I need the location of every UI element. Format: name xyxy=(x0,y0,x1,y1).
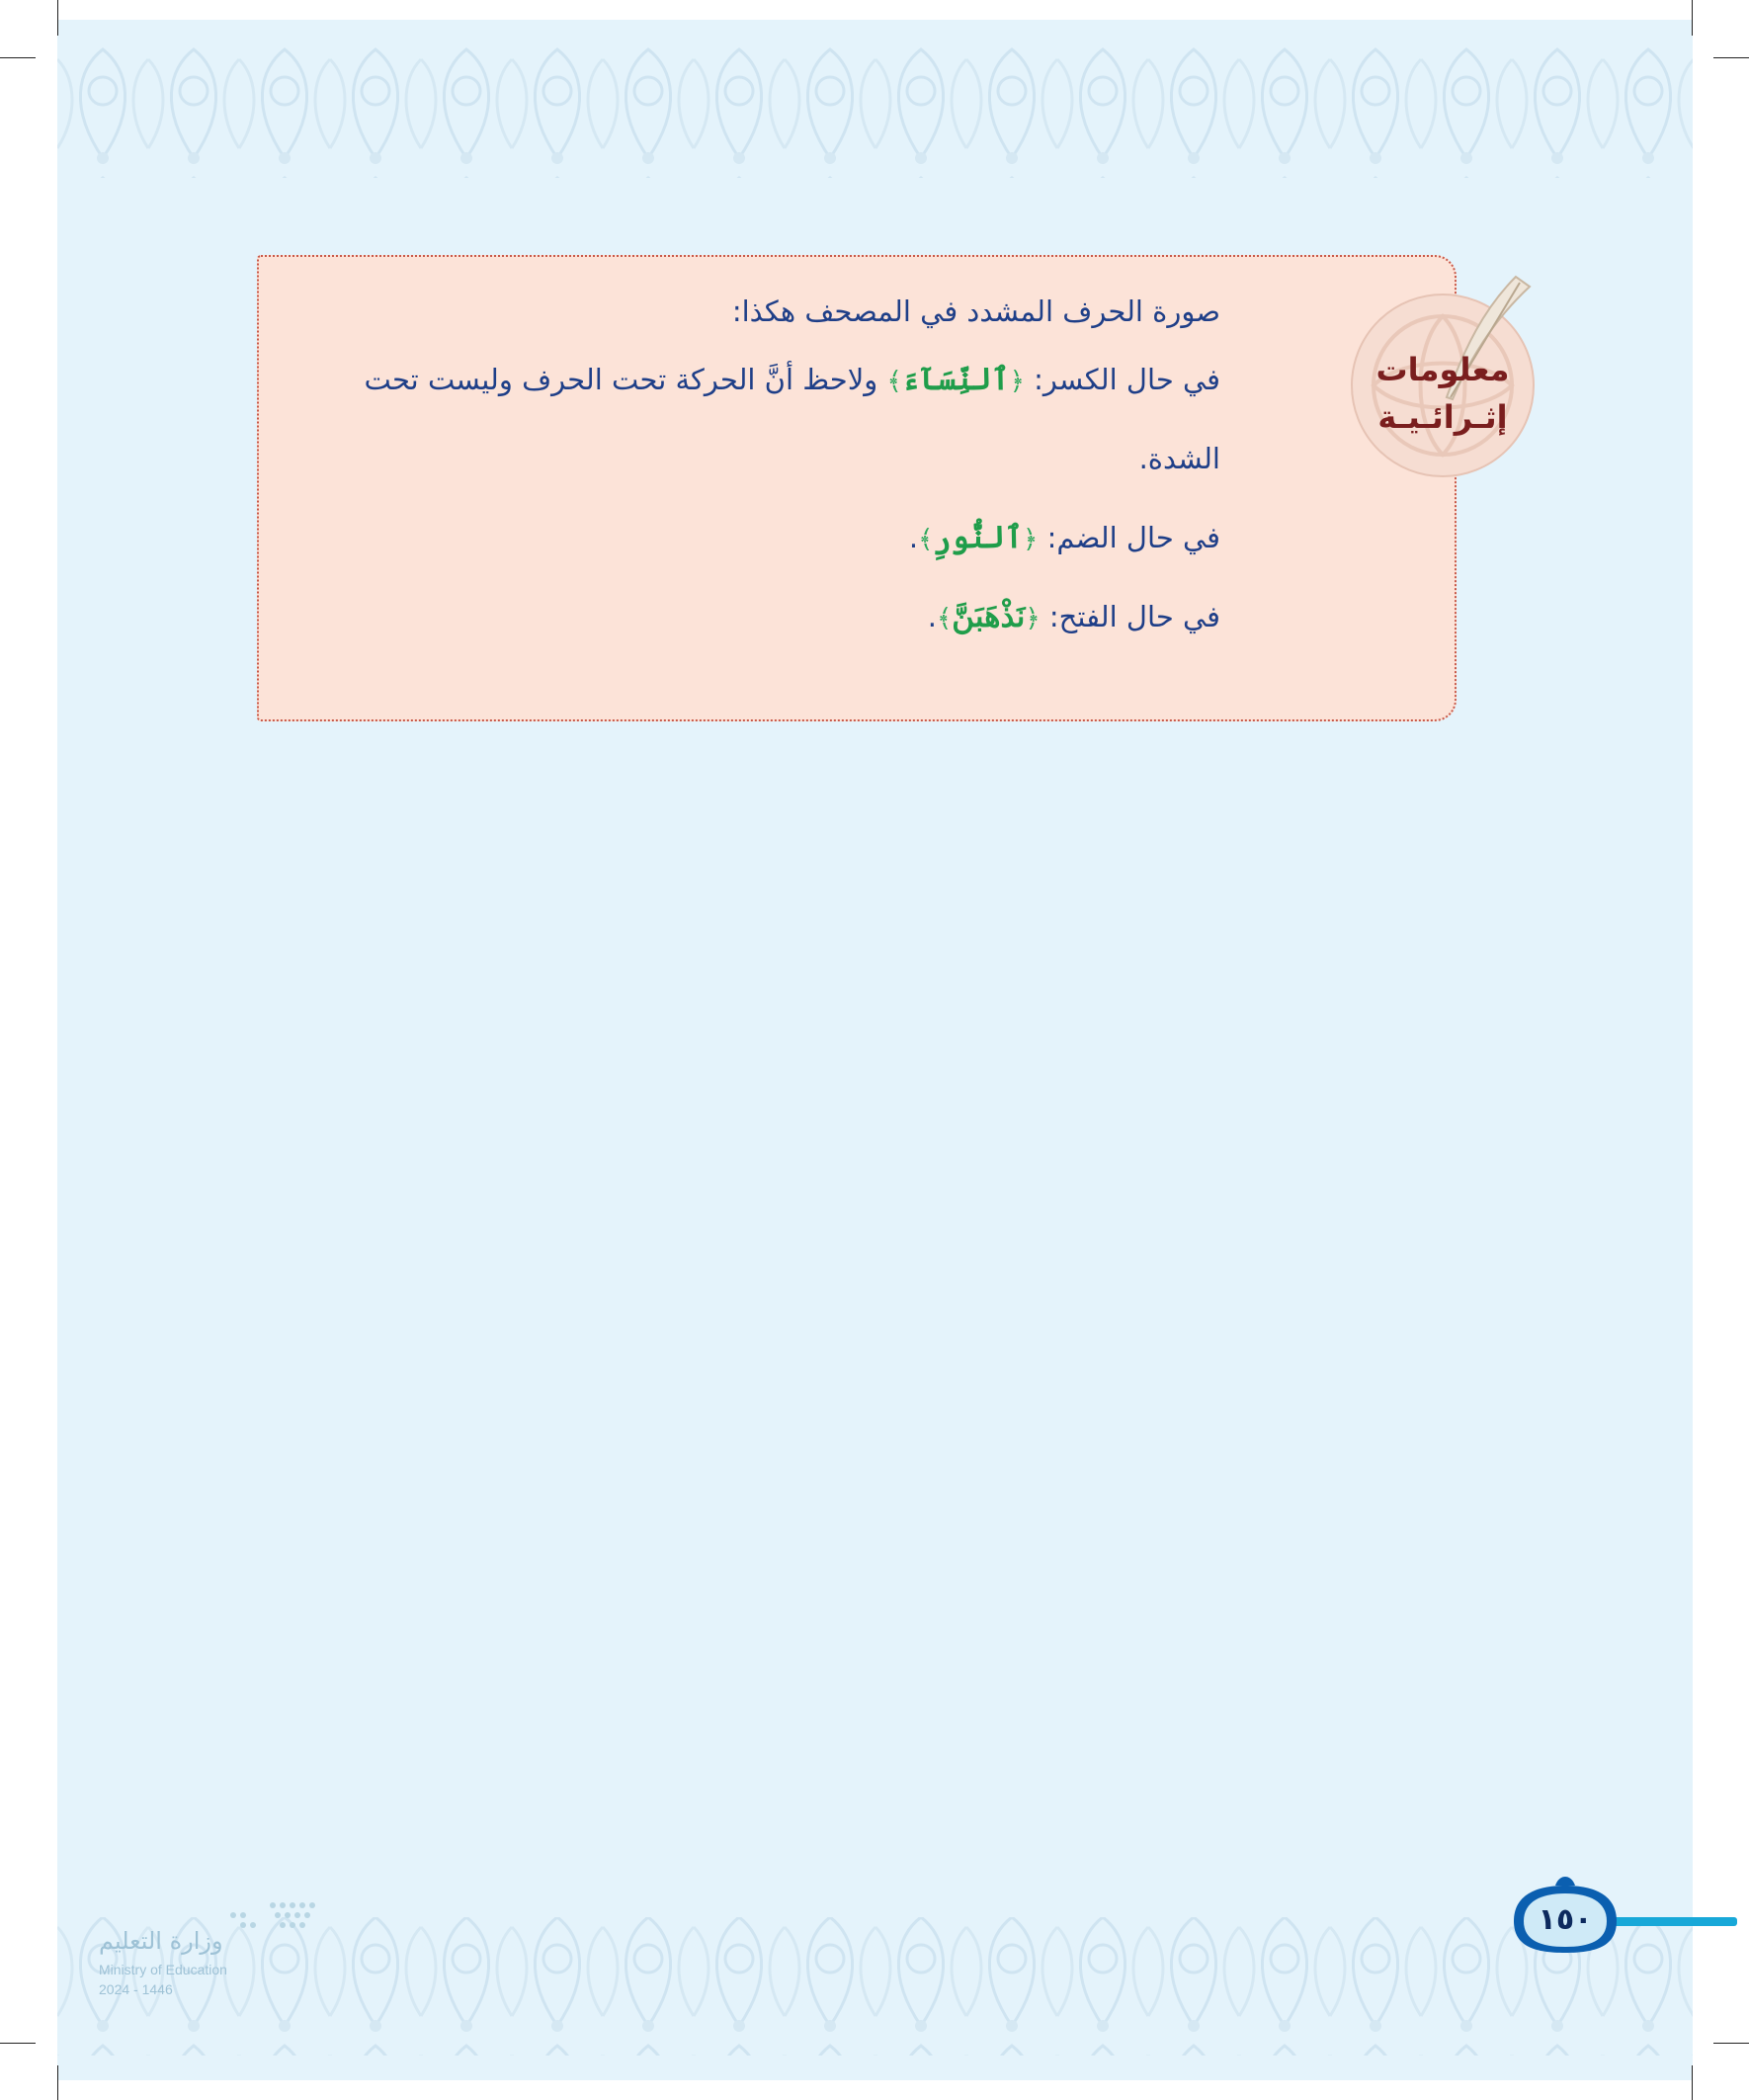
damma-line xyxy=(242,498,1220,577)
fatha-label: في حال الفتح: xyxy=(1048,600,1220,633)
crop-mark xyxy=(1713,57,1749,58)
top-ornament-band xyxy=(57,40,1693,198)
kasra-line xyxy=(242,340,1220,419)
badge-title-line2: إثـرائـيـة xyxy=(1377,398,1508,436)
quran-word-nadhhabanna: نَذْهَبَنَّ xyxy=(952,599,1026,634)
crop-mark xyxy=(1692,2065,1693,2100)
shadda-line: الشدة. xyxy=(1138,442,1220,475)
crop-mark xyxy=(1692,0,1693,36)
crop-mark xyxy=(0,57,36,58)
badge-title-line1: معلومات xyxy=(1375,351,1510,388)
edition-year: 2024 - 1446 xyxy=(99,1981,173,1997)
kasra-label: في حال الكسر: xyxy=(1034,363,1220,396)
quran-bracket-close: ﴾ xyxy=(886,367,902,396)
fatha-line xyxy=(242,577,1220,656)
quran-word-nisaa: ٱلنِّسَآءَ xyxy=(901,362,1010,397)
crop-mark xyxy=(57,0,58,36)
quran-bracket-close: ﴾ xyxy=(937,604,953,633)
quran-bracket-open: ﴿ xyxy=(1023,525,1039,554)
quran-bracket-open: ﴿ xyxy=(1025,604,1041,633)
fatha-period: . xyxy=(927,600,937,633)
crop-mark xyxy=(57,2065,58,2100)
damma-label: في حال الضم: xyxy=(1046,521,1220,554)
ministry-name-ar: وزارة التعليم xyxy=(99,1927,223,1955)
quran-word-noor: ٱلنُّورِ xyxy=(933,520,1024,555)
quran-bracket-open: ﴿ xyxy=(1009,367,1025,396)
crop-mark xyxy=(1713,2043,1749,2044)
quran-bracket-close: ﴾ xyxy=(918,525,934,554)
intro-line: صورة الحرف المشدد في المصحف هكذا: xyxy=(731,294,1220,328)
kasra-note: ولاحظ أنَّ الحركة تحت الحرف وليست تحت xyxy=(364,363,878,396)
crop-mark xyxy=(0,2043,36,2044)
ministry-name-en: Ministry of Education xyxy=(99,1962,227,1977)
page-number: ١٥٠ xyxy=(1538,1902,1593,1937)
info-box-text xyxy=(242,283,1220,656)
damma-period: . xyxy=(908,521,919,554)
